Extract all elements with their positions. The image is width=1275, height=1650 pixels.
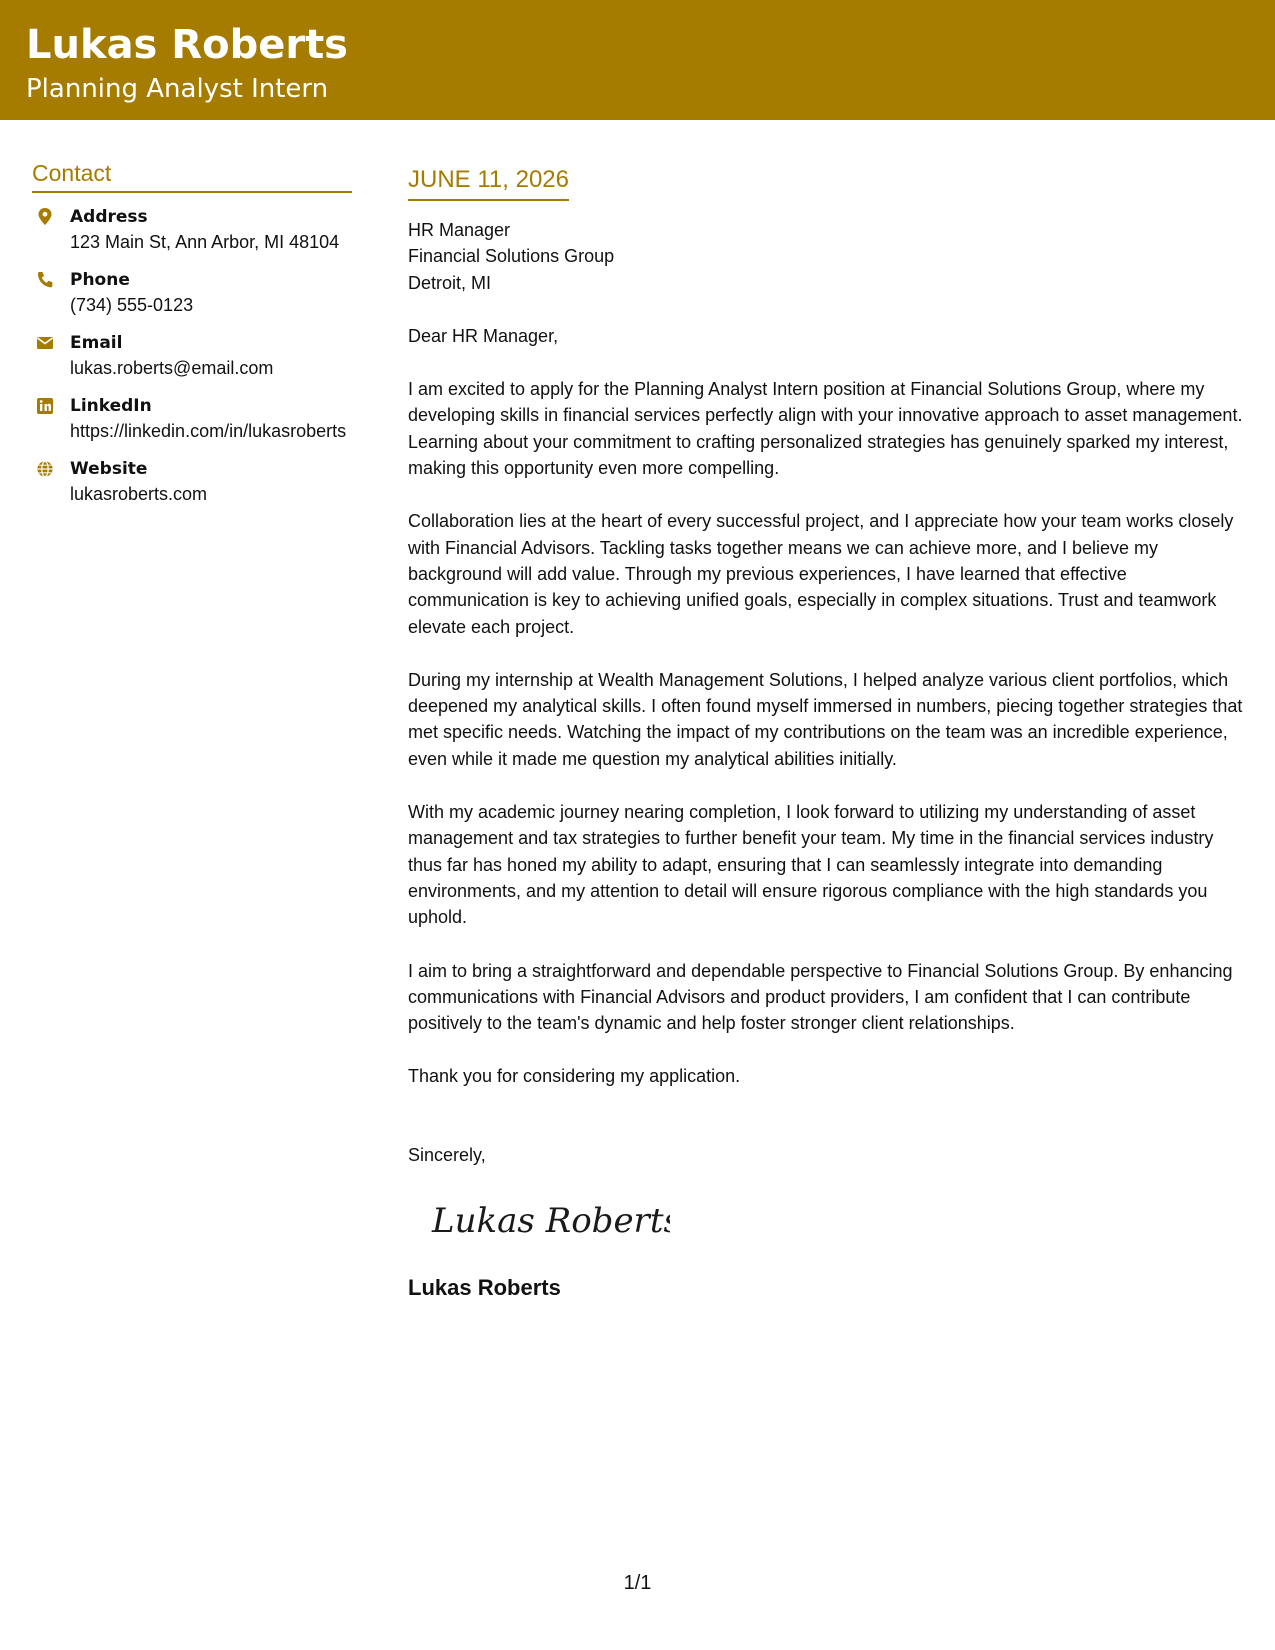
letter-paragraph: Collaboration lies at the heart of every successful project, and I appreciate how your team works closely with Financial Advisors. Tackling tasks together means we can achieve more, and I believe my background will add value. Through my previous experiences, I have learned that effective communication is key to achieving unified goals, especially in complex situations. Trust and teamwork elevate each project. xyxy=(408,511,1234,637)
phone-value: (734) 555-0123 xyxy=(70,295,194,315)
website-link[interactable]: lukasroberts.com xyxy=(70,484,208,504)
handwritten-signature xyxy=(430,1190,670,1250)
phone-icon xyxy=(36,270,54,290)
phone-label: Phone xyxy=(70,270,130,290)
letter-paragraph: I aim to bring a straightforward and dependable perspective to Financial Solutions Group. By enhancing communications with Financial Advisors and product providers, I am confident that I can contribute positively to the team's dynamic and help foster stronger client relationships. xyxy=(408,960,1233,1034)
envelope-icon xyxy=(36,333,54,353)
letter-body xyxy=(408,165,1246,1302)
recipient-line: Financial Solutions Group xyxy=(408,246,615,267)
contact-address xyxy=(32,205,352,255)
applicant-name: Lukas Roberts xyxy=(26,22,348,68)
recipient-line: HR Manager xyxy=(408,220,511,240)
letter-date: JUNE 11, 2026 xyxy=(408,165,569,201)
salutation: Dear HR Manager, xyxy=(408,325,559,346)
linkedin-icon xyxy=(36,396,54,416)
recipient-block xyxy=(408,217,1246,296)
address-value: 123 Main St, Ann Arbor, MI 48104 xyxy=(70,232,340,252)
email-label: Email xyxy=(70,333,123,353)
contact-website xyxy=(32,457,352,507)
signer-name: Lukas Roberts xyxy=(408,1275,561,1301)
map-pin-icon xyxy=(36,207,54,227)
recipient-line: Detroit, MI xyxy=(408,272,492,293)
closing: Sincerely, xyxy=(408,1144,486,1165)
linkedin-label: LinkedIn xyxy=(70,396,152,416)
contact-heading: Contact xyxy=(32,160,352,193)
page-number: 1/1 xyxy=(623,1572,652,1594)
contact-email xyxy=(32,331,352,381)
letter-paragraph: During my internship at Wealth Management Solutions, I helped analyze various client portfolios, which deepened my analytical skills. I often found myself immersed in numbers, piecing together strategies that met specific needs. Watching the impact of my contributions on the team was an incredible experience, even while it made me question my analytical abilities initially. xyxy=(408,669,1243,769)
applicant-title: Planning Analyst Intern xyxy=(26,74,329,104)
letter-paragraph: With my academic journey nearing completion, I look forward to utilizing my understanding of asset management and tax strategies to further benefit your team. My time in the financial services industry thus far has honed my ability to adapt, ensuring that I can seamlessly integrate into demanding environments, and my attention to detail will ensure rigorous compliance with the high standards you uphold. xyxy=(408,802,1214,928)
contact-sidebar xyxy=(32,160,352,520)
address-label: Address xyxy=(70,207,148,227)
contact-linkedin xyxy=(32,394,352,444)
website-label: Website xyxy=(70,459,148,479)
signature-text: Lukas Roberts xyxy=(432,1201,670,1242)
letter-paragraph: I am excited to apply for the Planning Analyst Intern position at Financial Solutions Group, where my developing skills in financial services perfectly align with your innovative approach to asset management. Learning about your commitment to crafting personalized strategies has genuinely sparked my interest, making this opportunity even more compelling. xyxy=(408,379,1243,479)
header-banner xyxy=(0,0,1275,120)
globe-icon xyxy=(36,459,54,479)
email-link[interactable]: lukas.roberts@email.com xyxy=(70,358,274,378)
contact-phone xyxy=(32,268,352,318)
letter-paragraph: Thank you for considering my application. xyxy=(408,1066,741,1087)
linkedin-link[interactable]: https://linkedin.com/in/lukasroberts xyxy=(70,421,347,441)
